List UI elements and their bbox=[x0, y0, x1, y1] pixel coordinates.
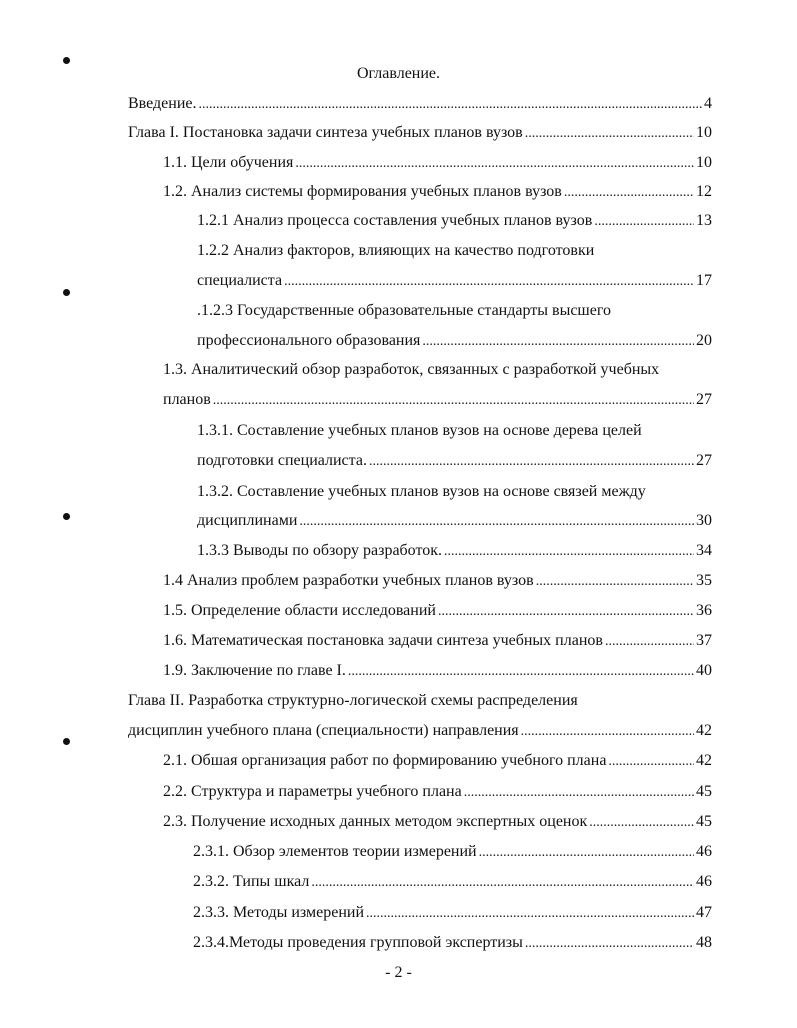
toc-entry-text: 1.2. Анализ системы формирования учебных планов вузов bbox=[163, 183, 562, 200]
toc-entry-1-5 bbox=[163, 600, 712, 622]
toc-entry-text: 2.3.4.Методы проведения групповой экспертизы bbox=[193, 934, 523, 951]
dot-leader bbox=[284, 271, 694, 292]
dot-leader bbox=[299, 511, 694, 532]
toc-entry-text: 1.3.2. Составление учебных планов вузов на основе связей между bbox=[197, 483, 646, 500]
toc-entry-2-1 bbox=[163, 750, 712, 772]
toc-entry-page: 40 bbox=[696, 662, 712, 679]
toc-entry-page: 12 bbox=[696, 183, 712, 200]
dot-leader bbox=[525, 933, 694, 954]
toc-entry-1-3 bbox=[163, 359, 712, 381]
dot-leader bbox=[594, 211, 694, 232]
toc-entry-1-3-continuation bbox=[163, 389, 712, 411]
toc-entry-1-2-1 bbox=[197, 210, 712, 232]
toc-entry-1-1 bbox=[163, 152, 712, 174]
toc-entry-page: 30 bbox=[696, 512, 712, 529]
toc-entry-1-2-2-continuation bbox=[197, 270, 712, 292]
toc-entry-text: 1.3.3 Выводы по обзору разработок. bbox=[197, 542, 443, 559]
dot-leader bbox=[605, 631, 694, 652]
dot-leader bbox=[464, 782, 694, 803]
toc-entry-chapter-2 bbox=[128, 690, 712, 712]
dot-leader bbox=[199, 94, 703, 115]
toc-entry-2-3-3 bbox=[193, 902, 712, 924]
toc-entry-page: 46 bbox=[696, 873, 712, 890]
toc-entry-page: 45 bbox=[696, 783, 712, 800]
toc-entry-text: дисциплинами bbox=[197, 512, 298, 529]
toc-entry-page: 13 bbox=[696, 212, 712, 229]
toc-entry-text: 2.3.1. Обзор элементов теории измерений bbox=[193, 843, 477, 860]
toc-entry-page: 10 bbox=[696, 154, 712, 171]
dot-leader bbox=[348, 661, 694, 682]
toc-entry-1-3-2-continuation bbox=[197, 510, 712, 532]
dot-leader bbox=[213, 390, 694, 411]
toc-entry-text: 1.4 Анализ проблем разработки учебных планов вузов bbox=[163, 572, 534, 589]
dot-leader bbox=[422, 331, 694, 352]
dot-leader bbox=[521, 721, 694, 742]
scan-mark bbox=[63, 513, 70, 520]
toc-entry-text: 2.3.2. Типы шкал bbox=[193, 873, 310, 890]
toc-entry-text: .1.2.3 Государственные образовательные стандарты высшего bbox=[197, 302, 612, 319]
toc-entry-text: 2.1. Обшая организация работ по формированию учебного плана bbox=[163, 752, 607, 769]
toc-entry-text: 1.3.1. Составление учебных планов вузов на основе дерева целей bbox=[197, 422, 642, 439]
toc-entry-text: 1.5. Определение области исследований bbox=[163, 602, 436, 619]
toc-entry-page: 45 bbox=[696, 813, 712, 830]
toc-entry-text: 1.9. Заключение по главе I. bbox=[163, 662, 346, 679]
dot-leader bbox=[589, 812, 694, 833]
toc-entry-1-2 bbox=[163, 181, 712, 203]
toc-entry-text: 2.2. Структура и параметры учебного плана bbox=[163, 783, 462, 800]
toc-entry-text: 1.1. Цели обучения bbox=[163, 154, 294, 171]
page-title: Оглавление. bbox=[356, 65, 441, 82]
toc-entry-chapter-1 bbox=[128, 122, 712, 144]
toc-entry-page: 34 bbox=[696, 542, 712, 559]
toc-entry-page: 35 bbox=[696, 572, 712, 589]
toc-entry-page: 48 bbox=[696, 934, 712, 951]
toc-entry-1-9 bbox=[163, 660, 712, 682]
toc-entry-1-3-1 bbox=[197, 420, 712, 442]
scan-mark bbox=[63, 57, 70, 64]
toc-entry-text: подготовки специалиста. bbox=[197, 452, 367, 469]
toc-entry-1-2-3 bbox=[197, 300, 712, 322]
toc-entry-text: профессионального образования bbox=[197, 332, 421, 349]
toc-entry-1-3-3 bbox=[197, 540, 712, 562]
dot-leader bbox=[369, 451, 694, 472]
dot-leader bbox=[564, 182, 694, 203]
toc-entry-text: Введение. bbox=[128, 95, 197, 112]
scan-mark bbox=[63, 738, 70, 745]
toc-entry-1-2-2 bbox=[197, 240, 712, 262]
toc-entry-text: специалиста bbox=[197, 272, 283, 289]
toc-entry-2-3-1 bbox=[193, 841, 712, 863]
toc-entry-1-3-2 bbox=[197, 481, 712, 503]
toc-entry-text: 1.3. Аналитический обзор разработок, связанных с разработкой учебных bbox=[163, 361, 660, 378]
toc-entry-page: 27 bbox=[696, 452, 712, 469]
dot-leader bbox=[444, 541, 694, 562]
toc-entry-text: дисциплин учебного плана (специальности) направления bbox=[128, 722, 519, 739]
toc-entry-text: 2.3. Получение исходных данных методом экспертных оценок bbox=[163, 813, 588, 830]
toc-entry-1-2-3-continuation bbox=[197, 330, 712, 352]
toc-entry-chapter-2-continuation bbox=[128, 720, 712, 742]
toc-entry-text: Глава II. Разработка структурно-логической схемы распределения bbox=[128, 692, 578, 709]
toc-entry-1-3-1-continuation bbox=[197, 450, 712, 472]
toc-entry-page: 47 bbox=[696, 904, 712, 921]
toc-entry-page: 4 bbox=[704, 95, 712, 112]
toc-entry-text: 1.2.1 Анализ процесса составления учебных планов вузов bbox=[197, 212, 593, 229]
dot-leader bbox=[525, 123, 694, 144]
toc-entry-text: 2.3.3. Методы измерений bbox=[193, 904, 364, 921]
toc-entry-2-2 bbox=[163, 781, 712, 803]
toc-entry-text: 1.6. Математическая постановка задачи синтеза учебных планов bbox=[163, 632, 603, 649]
toc-entry-1-6 bbox=[163, 630, 712, 652]
dot-leader bbox=[295, 153, 694, 174]
toc-entry-text: планов bbox=[163, 391, 211, 408]
toc-entry-page: 20 bbox=[696, 332, 712, 349]
toc-entry-2-3-4 bbox=[193, 932, 712, 954]
dot-leader bbox=[311, 872, 694, 893]
toc-entry-intro bbox=[128, 93, 712, 115]
toc-entry-page: 46 bbox=[696, 843, 712, 860]
dot-leader bbox=[438, 601, 694, 622]
toc-entry-page: 36 bbox=[696, 602, 712, 619]
toc-entry-page: 10 bbox=[696, 124, 712, 141]
toc-entry-1-4 bbox=[163, 570, 712, 592]
toc-entry-page: 17 bbox=[696, 272, 712, 289]
toc-entry-page: 42 bbox=[696, 722, 712, 739]
dot-leader bbox=[366, 903, 694, 924]
scan-mark bbox=[63, 289, 70, 296]
toc-entry-text: 1.2.2 Анализ факторов, влияющих на качество подготовки bbox=[197, 242, 595, 259]
dot-leader bbox=[479, 842, 694, 863]
dot-leader bbox=[536, 571, 694, 592]
toc-entry-page: 37 bbox=[696, 632, 712, 649]
toc-entry-2-3-2 bbox=[193, 871, 712, 893]
toc-entry-page: 27 bbox=[696, 391, 712, 408]
toc-entry-2-3 bbox=[163, 811, 712, 833]
toc-entry-text: Глава I. Постановка задачи синтеза учебных планов вузов bbox=[128, 124, 523, 141]
page-number: - 2 - bbox=[385, 964, 412, 981]
toc-entry-page: 42 bbox=[696, 752, 712, 769]
dot-leader bbox=[608, 751, 694, 772]
